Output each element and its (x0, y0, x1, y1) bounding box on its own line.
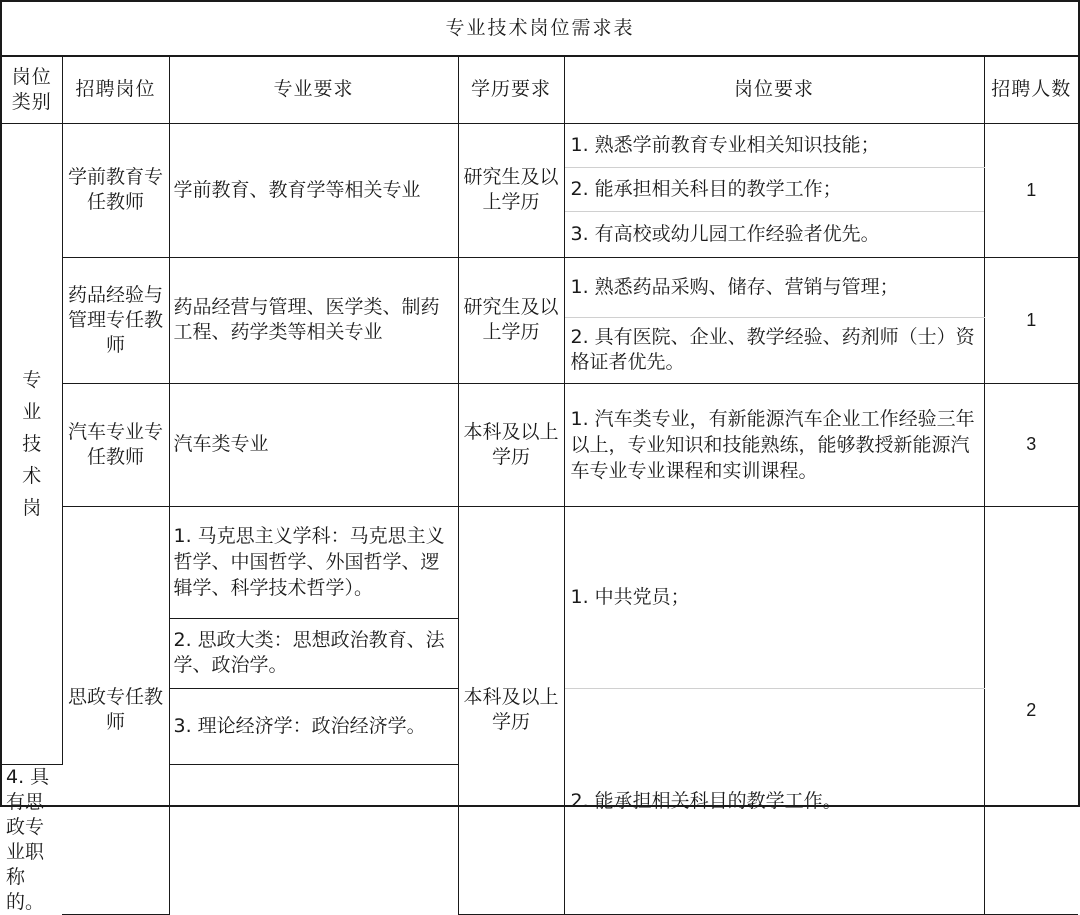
requirement-item: 2. 具有医院、企业、教学经验、药剂师（士）资格证者优先。 (564, 317, 984, 383)
requirement-item: 1. 中共党员； (564, 506, 984, 688)
header-requirements: 岗位要求 (564, 57, 984, 123)
education-cell: 本科及以上学历 (458, 506, 564, 915)
major-item: 2. 思政大类：思想政治教育、法学、政治学。 (169, 618, 458, 688)
requirements-table (2, 57, 1078, 915)
requirement-item: 2. 能承担相关科目的教学工作； (564, 167, 984, 211)
major-item: 3. 理论经济学：政治经济学。 (169, 688, 458, 764)
category-cell: 专 业 技 术 岗 (2, 123, 62, 764)
header-count: 招聘人数 (984, 57, 1078, 123)
header-education: 学历要求 (458, 57, 564, 123)
count-cell: 3 (984, 383, 1078, 506)
requirement-item: 1. 汽车类专业，有新能源汽车企业工作经验三年以上，专业知识和技能熟练，能够教授新能源汽车专业专业课程和实训课程。 (564, 383, 984, 506)
major-item: 1. 马克思主义学科：马克思主义哲学、中国哲学、外国哲学、逻辑学、科学技术哲学）。 (169, 506, 458, 618)
position-cell: 汽车专业专任教师 (62, 383, 169, 506)
requirement-item: 2. 能承担相关科目的教学工作。 (564, 688, 984, 915)
major-cell: 学前教育、教育学等相关专业 (169, 123, 458, 257)
major-cell: 汽车类专业 (169, 383, 458, 506)
education-cell: 本科及以上学历 (458, 383, 564, 506)
count-cell: 2 (984, 506, 1078, 915)
education-cell: 研究生及以上学历 (458, 123, 564, 257)
count-cell: 1 (984, 123, 1078, 257)
education-cell: 研究生及以上学历 (458, 257, 564, 383)
table-title: 专业技术岗位需求表 (2, 2, 1078, 57)
count-cell: 1 (984, 257, 1078, 383)
requirement-item: 3. 有高校或幼儿园工作经验者优先。 (564, 211, 984, 257)
position-cell: 药品经验与管理专任教师 (62, 257, 169, 383)
requirement-item: 1. 熟悉药品采购、储存、营销与管理； (564, 257, 984, 317)
requirement-item: 1. 熟悉学前教育专业相关知识技能； (564, 123, 984, 167)
position-cell: 学前教育专任教师 (62, 123, 169, 257)
header-category: 岗位类别 (2, 57, 62, 123)
header-major: 专业要求 (169, 57, 458, 123)
major-item: 4. 具有思政专业职称的。 (2, 764, 62, 915)
position-cell: 思政专任教师 (62, 506, 169, 915)
header-position: 招聘岗位 (62, 57, 169, 123)
major-cell: 药品经营与管理、医学类、制药工程、药学类等相关专业 (169, 257, 458, 383)
